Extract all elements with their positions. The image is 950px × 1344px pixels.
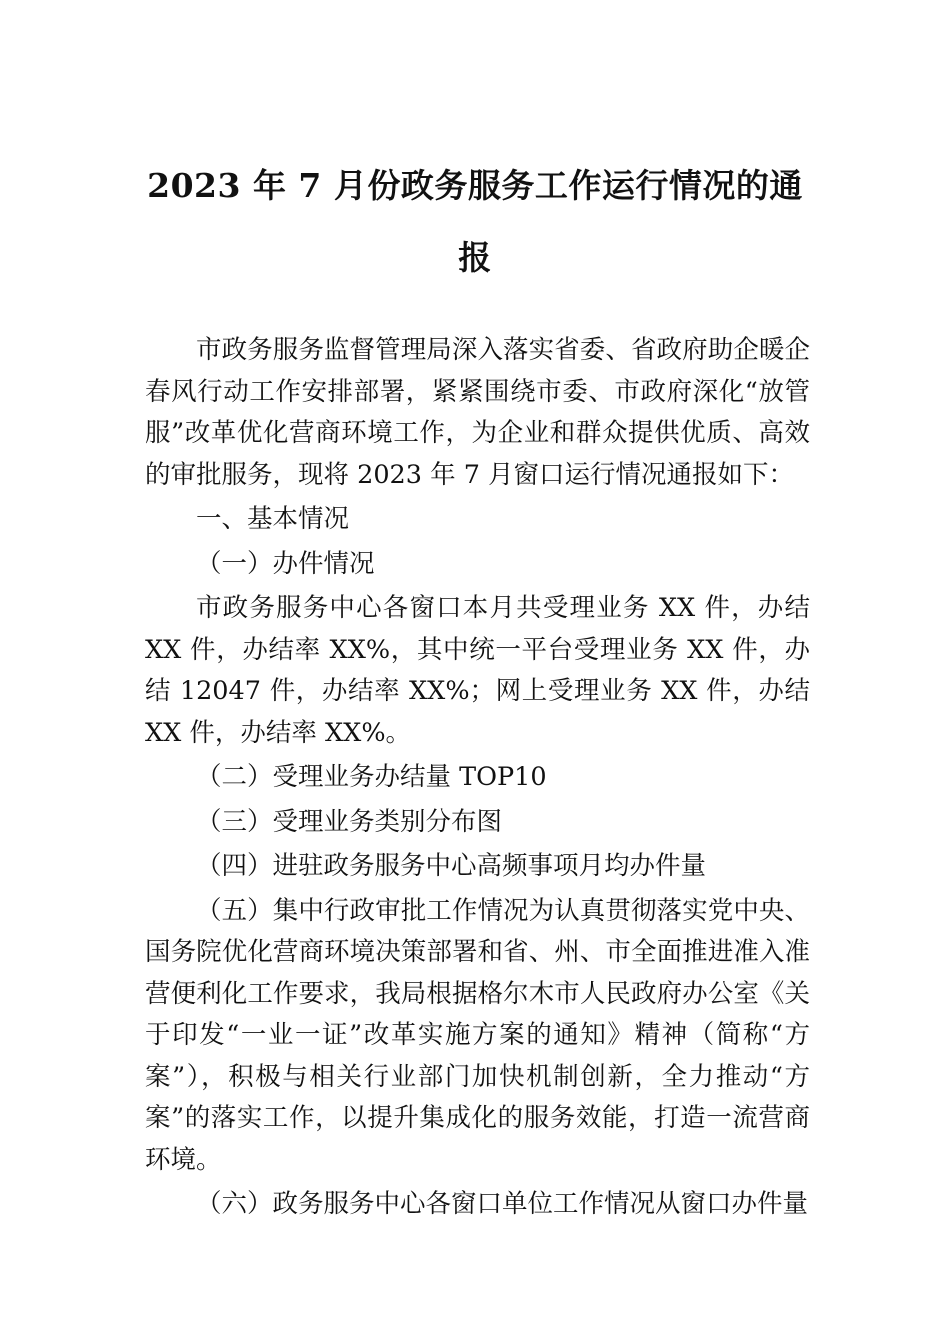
subsection-heading-1: （一）办件情况 <box>196 548 375 579</box>
document-body <box>145 330 810 1226</box>
document-title-line-2: 报 <box>458 238 492 277</box>
section-heading-basic: 一、基本情况 <box>196 504 350 534</box>
subsection-heading-2: （二）受理业务办结量 TOP10 <box>196 762 547 792</box>
intro-paragraph: 市政务服务监督管理局深入落实省委、省政府助企暖企春风行动工作安排部署，紧紧围绕市委、市政府深化“放管服”改革优化营商环境工作，为企业和群众提供优质、高效的审批服务，现将 2023 年 7 月窗口运行情况通报如下： <box>145 335 810 490</box>
subsection-heading-3: （三）受理业务类别分布图 <box>196 806 503 837</box>
subsection-heading-4: （四）进驻政务服务中心高频事项月均办件量 <box>196 851 707 881</box>
subsection-6-paragraph: （六）政务服务中心各窗口单位工作情况从窗口办件量 <box>196 1189 809 1219</box>
case-statistics-paragraph: 市政务服务中心各窗口本月共受理业务 XX 件，办结 XX 件，办结率 XX%，其中统一平台受理业务 XX 件，办结 12047 件，办结率 XX%；网上受理业务 XX 件，办结 XX 件，办结率 XX%。 <box>145 593 810 748</box>
subsection-5-paragraph: （五）集中行政审批工作情况为认真贯彻落实党中央、国务院优化营商环境决策部署和省、州、市全面推进准入准营便利化工作要求，我局根据格尔木市人民政府办公室《关于印发“一业一证”改革实施方案的通知》精神（简称“方案”），积极与相关行业部门加快机制创新，全力推动“方案”的落实工作，以提升集成化的服务效能，打造一流营商环境。 <box>145 895 810 1175</box>
document-title-line-1: 2023 年 7 月份政务服务工作运行情况的通 <box>147 166 803 205</box>
